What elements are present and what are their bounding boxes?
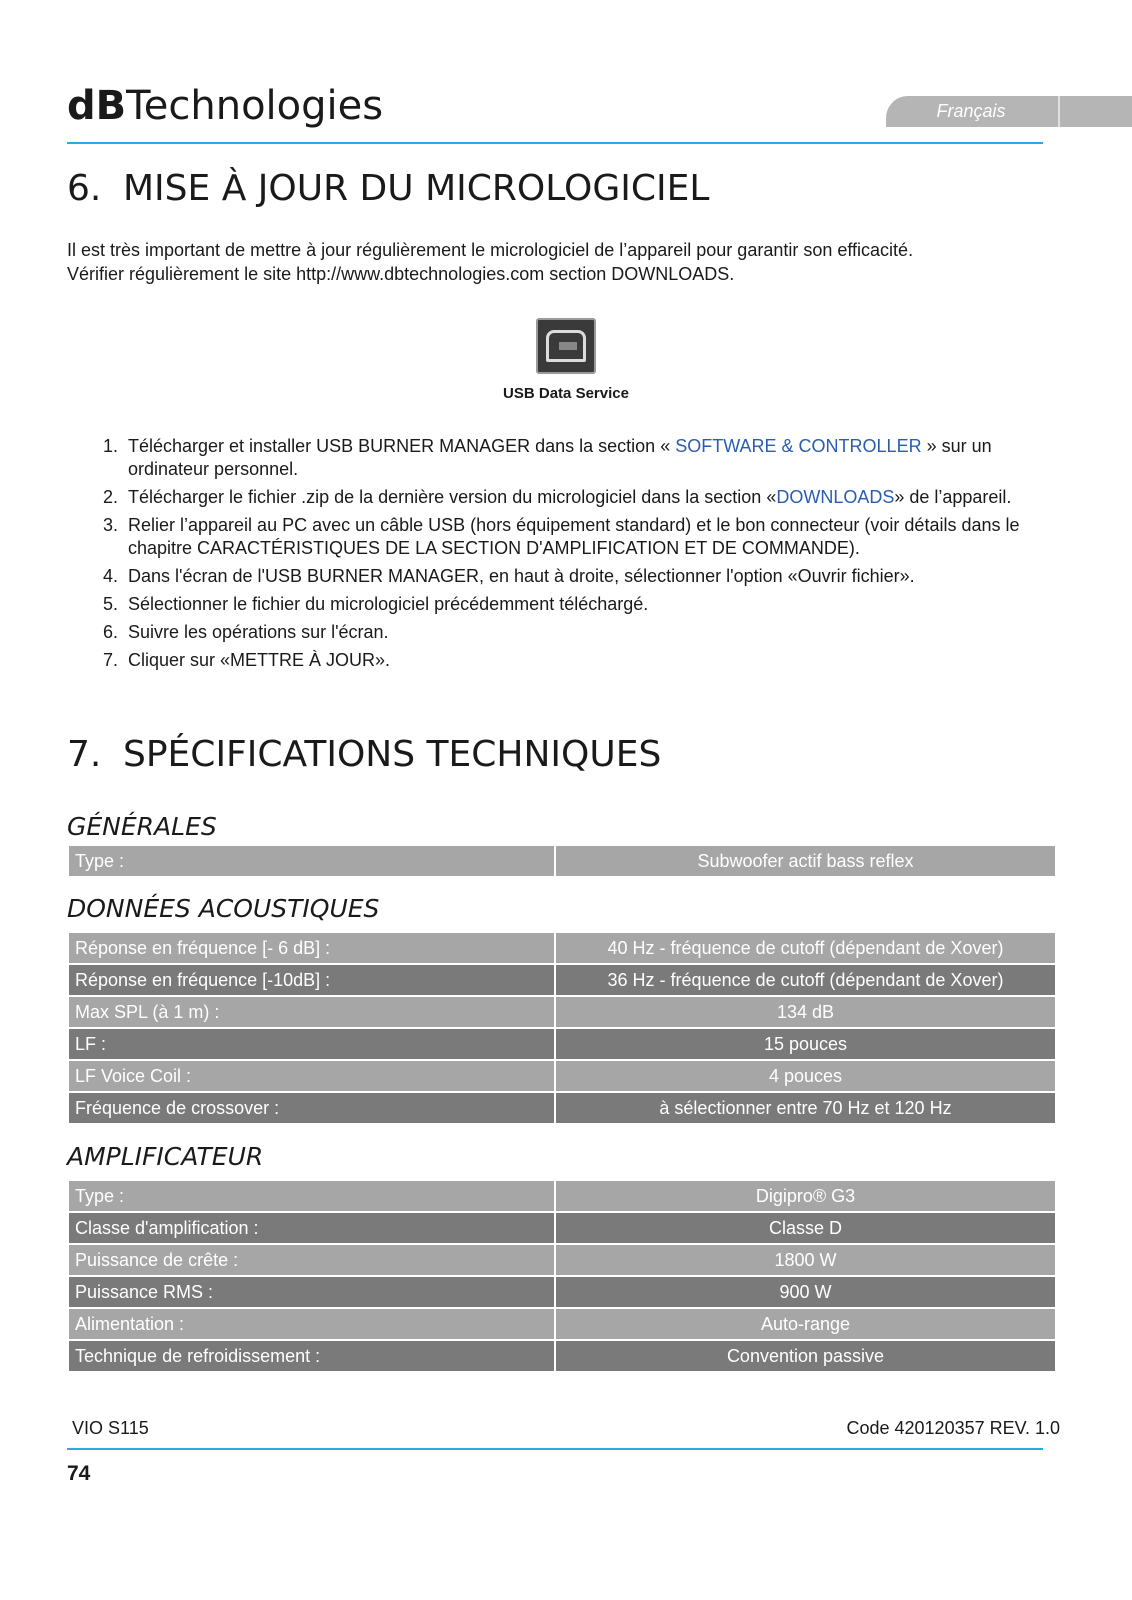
- spec-label: Type :: [69, 1181, 554, 1211]
- usb-caption: USB Data Service: [503, 385, 629, 402]
- step-number: 4.: [103, 566, 119, 586]
- spec-value: Subwoofer actif bass reflex: [556, 846, 1055, 876]
- table-row: [69, 933, 1055, 963]
- table-row: [69, 1213, 1055, 1243]
- downloads-link[interactable]: DOWNLOADS: [776, 487, 895, 507]
- spec-value: à sélectionner entre 70 Hz et 120 Hz: [556, 1093, 1055, 1123]
- table-row: [69, 1277, 1055, 1307]
- step-text: » de l’appareil.: [894, 487, 1012, 507]
- list-item: [95, 565, 1055, 588]
- step-number: 3.: [103, 515, 119, 535]
- spec-value: 40 Hz - fréquence de cutoff (dépendant de Xover): [556, 933, 1055, 963]
- spec-value: 36 Hz - fréquence de cutoff (dépendant de Xover): [556, 965, 1055, 995]
- step-text: » sur un ordinateur personnel.: [128, 436, 992, 479]
- table-row: [69, 997, 1055, 1027]
- spec-label: Technique de refroidissement :: [69, 1341, 554, 1371]
- section7-number: 7.: [67, 734, 102, 775]
- spec-label: Puissance RMS :: [69, 1277, 554, 1307]
- intro-line-2: Vérifier régulièrement le site http://www.dbtechnologies.com section DOWNLOADS.: [67, 264, 735, 284]
- footer-code: Code 420120357 REV. 1.0: [846, 1418, 1060, 1438]
- list-item: [95, 621, 1055, 644]
- table-row: [69, 1245, 1055, 1275]
- step-number: 5.: [103, 594, 119, 614]
- table-row: [69, 1061, 1055, 1091]
- step-text: Relier l’appareil au PC avec un câble USB (hors équipement standard) et le bon connecteur (voir détails dans le chapitre CARACTÉRISTIQUES DE LA SECTION D'AMPLIFICATION ET DE COMMANDE).: [128, 515, 1020, 558]
- acoustiques-table: [69, 933, 1055, 1125]
- brand-logo: [67, 84, 383, 128]
- spec-value: Classe D: [556, 1213, 1055, 1243]
- step-text: Suivre les opérations sur l'écran.: [128, 622, 389, 642]
- brand-logo-bold: dB: [67, 83, 127, 129]
- spec-label: LF Voice Coil :: [69, 1061, 554, 1091]
- table-row: [69, 1341, 1055, 1371]
- spec-label: Type :: [69, 846, 554, 876]
- step-text: Sélectionner le fichier du micrologiciel précédemment téléchargé.: [128, 594, 649, 614]
- table-row: [69, 1181, 1055, 1211]
- footer-model: VIO S115: [72, 1418, 149, 1438]
- spec-label: Fréquence de crossover :: [69, 1093, 554, 1123]
- spec-value: 1800 W: [556, 1245, 1055, 1275]
- acoustiques-heading: DONNÉES ACOUSTIQUES: [67, 894, 380, 923]
- spec-label: Max SPL (à 1 m) :: [69, 997, 554, 1027]
- table-row: [69, 846, 1055, 876]
- spec-value: 134 dB: [556, 997, 1055, 1027]
- list-item: [95, 514, 1055, 560]
- amplificateur-table: [69, 1181, 1055, 1373]
- table-row: [69, 1029, 1055, 1059]
- section6-heading: [67, 168, 709, 210]
- spec-value: 4 pouces: [556, 1061, 1055, 1091]
- spec-label: Classe d'amplification :: [69, 1213, 554, 1243]
- header-rule: [67, 142, 1043, 144]
- spec-value: 15 pouces: [556, 1029, 1055, 1059]
- list-item: [95, 486, 1055, 509]
- section7-title: SPÉCIFICATIONS TECHNIQUES: [123, 734, 662, 775]
- language-tab: [886, 96, 1132, 127]
- step-number: 6.: [103, 622, 119, 642]
- table-row: [69, 1093, 1055, 1123]
- step-text: Télécharger le fichier .zip de la dernière version du micrologiciel dans la section «: [128, 487, 777, 507]
- brand-logo-light: Technologies: [126, 83, 384, 129]
- step-number: 1.: [103, 436, 119, 456]
- usb-port-pin: [559, 342, 577, 350]
- table-row: [69, 1309, 1055, 1339]
- spec-value: Convention passive: [556, 1341, 1055, 1371]
- intro-line-1: Il est très important de mettre à jour régulièrement le micrologiciel de l’appareil pour garantir son efficacité.: [67, 240, 914, 260]
- spec-value: 900 W: [556, 1277, 1055, 1307]
- usb-port-icon: [536, 318, 596, 374]
- amplificateur-heading: AMPLIFICATEUR: [67, 1142, 264, 1171]
- language-tab-divider: [1058, 96, 1060, 127]
- step-text: Dans l'écran de l'USB BURNER MANAGER, en haut à droite, sélectionner l'option «Ouvrir fichier».: [128, 566, 915, 586]
- section7-heading: [67, 734, 661, 776]
- step-number: 7.: [103, 650, 119, 670]
- software-controller-link[interactable]: SOFTWARE & CONTROLLER: [675, 436, 922, 456]
- table-row: [69, 965, 1055, 995]
- list-item: [95, 435, 1055, 481]
- spec-label: Puissance de crête :: [69, 1245, 554, 1275]
- spec-value: Digipro® G3: [556, 1181, 1055, 1211]
- language-label: Français: [936, 101, 1006, 121]
- step-text: Télécharger et installer USB BURNER MANAGER dans la section «: [128, 436, 676, 456]
- list-item: [95, 593, 1055, 616]
- step-text: Cliquer sur «METTRE À JOUR».: [128, 650, 391, 670]
- spec-label: Réponse en fréquence [-10dB] :: [69, 965, 554, 995]
- section6-title: MISE À JOUR DU MICROLOGICIEL: [123, 168, 710, 209]
- update-steps-list: [95, 435, 1055, 677]
- generales-table: [69, 846, 1055, 878]
- step-number: 2.: [103, 487, 119, 507]
- spec-value: Auto-range: [556, 1309, 1055, 1339]
- page-number: 74: [67, 1462, 91, 1485]
- spec-label: Alimentation :: [69, 1309, 554, 1339]
- footer-rule: [67, 1448, 1043, 1450]
- generales-heading: GÉNÉRALES: [67, 812, 217, 841]
- spec-label: Réponse en fréquence [- 6 dB] :: [69, 933, 554, 963]
- section6-intro: [67, 238, 1057, 286]
- list-item: [95, 649, 1055, 672]
- section6-number: 6.: [67, 168, 102, 209]
- spec-label: LF :: [69, 1029, 554, 1059]
